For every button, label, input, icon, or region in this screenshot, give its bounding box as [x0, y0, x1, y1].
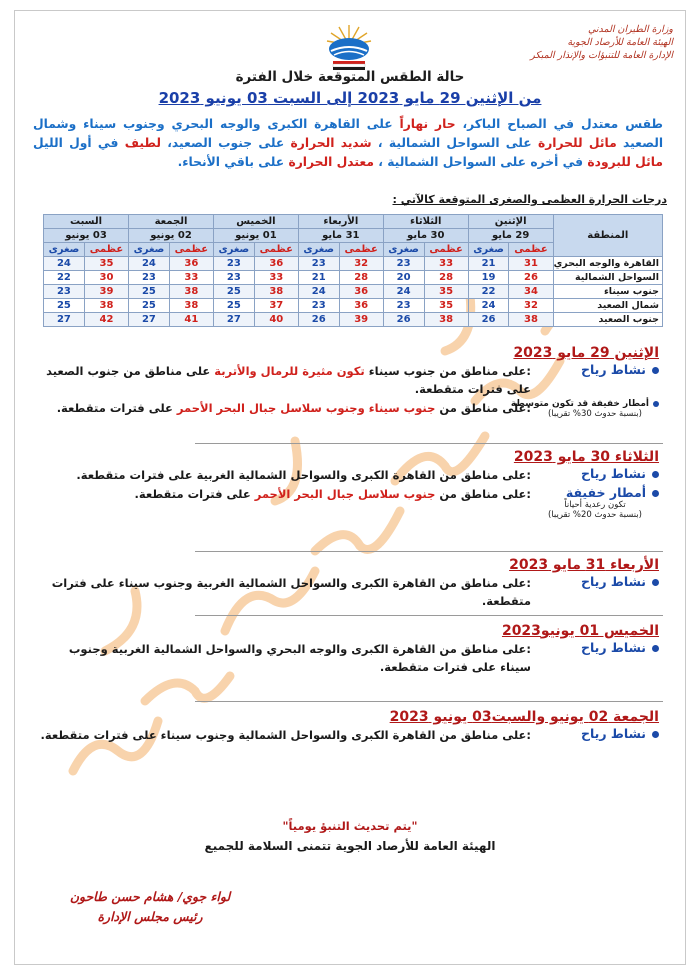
max-label: عظمى: [254, 243, 298, 257]
max-temp-cell: 41: [169, 313, 213, 327]
max-temp-cell: 28: [424, 271, 468, 285]
max-temp-cell: 35: [84, 257, 128, 271]
summary-regions-3: على جنوب الصعيد،: [167, 136, 285, 150]
bullet-wind: [531, 726, 659, 741]
min-temp-cell: 21: [298, 271, 339, 285]
max-temp-cell: 31: [509, 257, 553, 271]
table-row: [44, 299, 663, 313]
temperature-table: [43, 214, 663, 327]
forecast-period-text: من الإثنين 29 مايو 2023 إلى السبت 03 يونيو 2023: [158, 89, 542, 107]
desc-highlight: جنوب سيناء وجنوب سلاسل جبال البحر الأحمر: [176, 401, 436, 415]
max-temp-cell: 32: [339, 257, 383, 271]
summary-very-hot: شديد الحرارة: [290, 136, 372, 150]
bullet-wind: [531, 466, 659, 481]
bullet-label: نشاط رياح: [580, 726, 646, 741]
divider: [195, 615, 663, 616]
forecast-day-mon: [35, 345, 659, 419]
rain-note: تكون رعدية أحياناً: [564, 500, 626, 510]
summary-regions-4: في أخره على السواحل الشمالية ،: [378, 155, 584, 169]
min-temp-cell: 23: [383, 257, 424, 271]
date-header-wed: 31 مايو: [298, 229, 383, 243]
min-temp-cell: 26: [468, 313, 509, 327]
region-name: السواحل الشمالية: [553, 271, 662, 285]
max-temp-cell: 36: [254, 257, 298, 271]
day-title-fri-sat: الجمعة 02 يونيو والسبت03 يونيو 2023: [389, 709, 659, 725]
min-temp-cell: 25: [129, 285, 170, 299]
ministry-name: وزارة الطيران المدني: [587, 24, 673, 35]
max-label: عظمى: [84, 243, 128, 257]
max-temp-cell: 38: [84, 299, 128, 313]
day-title-tue: الثلاثاء 30 مايو 2023: [513, 449, 659, 465]
min-temp-cell: 23: [44, 285, 85, 299]
region-name: القاهرة والوجه البحري: [553, 257, 662, 271]
desc-part: على مناطق من جنوب الصعيد على فترات متقطعة.: [46, 364, 531, 396]
min-temp-cell: 24: [129, 257, 170, 271]
max-temp-cell: 38: [169, 285, 213, 299]
forecast-document: [14, 10, 686, 965]
max-label: عظمى: [169, 243, 213, 257]
max-temp-cell: 36: [339, 299, 383, 313]
divider: [195, 551, 663, 552]
bullet-label: نشاط رياح: [580, 362, 646, 377]
table-row: [44, 313, 663, 327]
forecast-item: [35, 466, 659, 484]
min-temp-cell: 23: [298, 257, 339, 271]
table-caption: درجات الحرارة العظمى والصغرى المتوقعة كالآتي :: [392, 193, 667, 206]
max-temp-cell: 38: [509, 313, 553, 327]
bullet-dot-icon: [652, 471, 659, 478]
max-label: عظمى: [424, 243, 468, 257]
bullet-dot-icon: [652, 645, 659, 652]
forecast-item: [35, 362, 659, 398]
bullet-label: أمطار خفيفة: [565, 485, 646, 500]
forecast-item: [35, 485, 659, 520]
rain-probability: (بنسبة حدوث 30% تقريبا): [548, 409, 642, 419]
signer-name: لواء جوي/ هشام حسن طاحون: [69, 889, 231, 904]
divider: [195, 443, 663, 444]
summary-regions-5: على باقي الأنحاء.: [177, 155, 285, 169]
min-temp-cell: 23: [383, 299, 424, 313]
min-temp-cell: 20: [383, 271, 424, 285]
rain-probability: (بنسبة حدوث 20% تقريبا): [548, 510, 642, 520]
summary-morning: في الصباح الباكر،: [462, 117, 575, 131]
date-header-sat: 03 يونيو: [44, 229, 129, 243]
min-temp-cell: 19: [468, 271, 509, 285]
bullet-dot-icon: [652, 731, 659, 738]
table-row: [44, 271, 663, 285]
region-name: جنوب سيناء: [553, 285, 662, 299]
forecast-description: :على مناطق من القاهرة الكبرى والسواحل الشمالية الغربية وجنوب سيناء على فترات متقطعة.: [51, 576, 531, 608]
max-temp-cell: 35: [424, 285, 468, 299]
day-title-wed: الأربعاء 31 مايو 2023: [509, 557, 659, 573]
max-temp-cell: 35: [424, 299, 468, 313]
desc-highlight: تكون مثيرة للرمال والأتربة: [214, 364, 365, 378]
forecast-item: [35, 726, 659, 744]
forecast-description: [35, 362, 531, 398]
summary-regions-2: على السواحل الشمالية ،: [377, 136, 532, 150]
bullet-label: نشاط رياح: [580, 640, 646, 655]
summary-hot: حار نهاراً: [399, 117, 456, 131]
authority-name: الهيئة العامة للأرصاد الجوية: [567, 37, 673, 48]
summary-pleasant: لطيف: [124, 136, 161, 150]
day-header-mon: الإثنين: [468, 215, 553, 229]
bullet-dot-icon: [652, 490, 659, 497]
day-header-wed: الأربعاء: [298, 215, 383, 229]
min-label: صغرى: [44, 243, 85, 257]
summary-warm: مائل للحرارة: [537, 136, 617, 150]
max-temp-cell: 37: [254, 299, 298, 313]
max-temp-cell: 38: [254, 285, 298, 299]
min-label: صغرى: [383, 243, 424, 257]
max-temp-cell: 32: [509, 299, 553, 313]
forecast-item: [35, 640, 659, 676]
forecast-day-wed: [35, 557, 659, 610]
max-temp-cell: 40: [254, 313, 298, 327]
min-temp-cell: 27: [129, 313, 170, 327]
min-temp-cell: 22: [44, 271, 85, 285]
bullet-dot-icon: [653, 401, 659, 407]
min-label: صغرى: [213, 243, 254, 257]
min-label: صغرى: [468, 243, 509, 257]
max-temp-cell: 33: [424, 257, 468, 271]
min-temp-cell: 24: [44, 257, 85, 271]
min-temp-cell: 25: [213, 299, 254, 313]
forecast-day-thu: [35, 623, 659, 676]
max-temp-cell: 39: [84, 285, 128, 299]
desc-part: على فترات متقطعة.: [134, 487, 255, 501]
max-temp-cell: 38: [169, 299, 213, 313]
min-temp-cell: 26: [383, 313, 424, 327]
date-header-tue: 30 مايو: [383, 229, 468, 243]
forecast-item: [35, 399, 659, 419]
desc-part: :على مناطق من جنوب سيناء: [364, 364, 531, 378]
min-temp-cell: 25: [213, 285, 254, 299]
organization-header: [463, 23, 673, 62]
summary-regions-1: على القاهرة الكبرى والوجه البحري وجنوب سيناء وشمال الصعيد: [33, 117, 664, 150]
max-temp-cell: 42: [84, 313, 128, 327]
min-label: صغرى: [129, 243, 170, 257]
forecast-description: [35, 485, 531, 503]
max-temp-cell: 36: [339, 285, 383, 299]
bullet-rain: [531, 485, 659, 500]
min-temp-cell: 24: [298, 285, 339, 299]
desc-part: :على مناطق من: [435, 401, 531, 415]
safety-wish: الهيئة العامة للأرصاد الجوية تتمنى السلامة للجميع: [204, 839, 496, 853]
forecast-day-fri-sat: [35, 709, 659, 744]
min-temp-cell: 25: [129, 299, 170, 313]
department-name: الإدارة العامة للتنبؤات والإنذار المبكر: [530, 50, 673, 61]
region-column-header: المنطقة: [553, 215, 662, 257]
max-temp-cell: 39: [339, 313, 383, 327]
day-title-thu: الخميس 01 يونيو2023: [501, 623, 659, 639]
forecast-description: :على مناطق من القاهرة الكبرى والسواحل الشمالية وجنوب سيناء على فترات متقطعة.: [40, 728, 531, 742]
min-temp-cell: 23: [213, 257, 254, 271]
summary-evening: في أول الليل: [33, 136, 119, 150]
day-title-mon: الإثنين 29 مايو 2023: [513, 345, 659, 361]
bullet-label: أمطار خفيفة قد تكون متوسطة: [510, 399, 649, 409]
min-temp-cell: 24: [383, 285, 424, 299]
min-temp-cell: 23: [213, 271, 254, 285]
desc-part: :على مناطق من: [435, 487, 531, 501]
max-temp-cell: 34: [509, 285, 553, 299]
temperature-rows: [44, 257, 663, 327]
bullet-dot-icon: [652, 367, 659, 374]
desc-highlight: جنوب سلاسل جبال البحر الأحمر: [254, 487, 436, 501]
max-temp-cell: 38: [424, 313, 468, 327]
bullet-wind: [531, 574, 659, 589]
min-temp-cell: 23: [298, 299, 339, 313]
max-temp-cell: 33: [169, 271, 213, 285]
day-header-sat: السبت: [44, 215, 129, 229]
region-name: شمال الصعيد: [553, 299, 662, 313]
day-header-fri: الجمعة: [129, 215, 214, 229]
max-temp-cell: 28: [339, 271, 383, 285]
forecast-item: [35, 574, 659, 610]
min-temp-cell: 27: [213, 313, 254, 327]
forecast-description: :على مناطق من القاهرة الكبرى والوجه البحري والسواحل الشمالية الغربية وجنوب سيناء على فترات متقطعة.: [68, 642, 531, 674]
max-label: عظمى: [509, 243, 553, 257]
table-row: [44, 285, 663, 299]
min-temp-cell: 26: [298, 313, 339, 327]
date-header-thu: 01 يونيو: [213, 229, 298, 243]
day-header-tue: الثلاثاء: [383, 215, 468, 229]
max-temp-cell: 36: [169, 257, 213, 271]
update-note: "يتم تحديث التنبؤ يومياً": [282, 819, 418, 833]
min-temp-cell: 23: [129, 271, 170, 285]
min-temp-cell: 25: [44, 299, 85, 313]
bullet-label: نشاط رياح: [580, 466, 646, 481]
date-header-fri: 02 يونيو: [129, 229, 214, 243]
divider: [195, 701, 663, 702]
min-temp-cell: 22: [468, 285, 509, 299]
max-temp-cell: 33: [254, 271, 298, 285]
min-temp-cell: 24: [468, 299, 509, 313]
bullet-dot-icon: [652, 579, 659, 586]
table-row: [44, 257, 663, 271]
forecast-description: :على مناطق من القاهرة الكبرى والسواحل الشمالية الغربية على فترات متقطعة.: [76, 468, 531, 482]
forecast-description: [35, 399, 531, 417]
max-temp-cell: 30: [84, 271, 128, 285]
bullet-rain: [510, 399, 659, 409]
max-label: عظمى: [339, 243, 383, 257]
bullet-label: نشاط رياح: [580, 574, 646, 589]
weather-summary: [33, 115, 663, 172]
summary-cool: مائل للبرودة: [587, 155, 663, 169]
min-temp-cell: 21: [468, 257, 509, 271]
min-temp-cell: 27: [44, 313, 85, 327]
summary-word: طقس: [625, 117, 664, 131]
page-title: حالة الطقس المتوقعة خلال الفترة: [235, 69, 465, 85]
min-label: صغرى: [298, 243, 339, 257]
summary-mild: معتدل: [580, 117, 619, 131]
signature-block: [45, 887, 255, 927]
forecast-period: [15, 89, 685, 107]
forecast-day-tue: [35, 449, 659, 520]
max-temp-cell: 26: [509, 271, 553, 285]
date-header-mon: 29 مايو: [468, 229, 553, 243]
desc-part: على فترات متقطعة.: [56, 401, 177, 415]
bullet-wind: [531, 640, 659, 655]
day-header-thu: الخميس: [213, 215, 298, 229]
ema-logo-icon: [321, 23, 377, 71]
region-name: جنوب الصعيد: [553, 313, 662, 327]
summary-moderate: معتدل الحرارة: [288, 155, 374, 169]
signer-role: رئيس مجلس الإدارة: [97, 909, 203, 924]
bullet-wind: [531, 362, 659, 377]
